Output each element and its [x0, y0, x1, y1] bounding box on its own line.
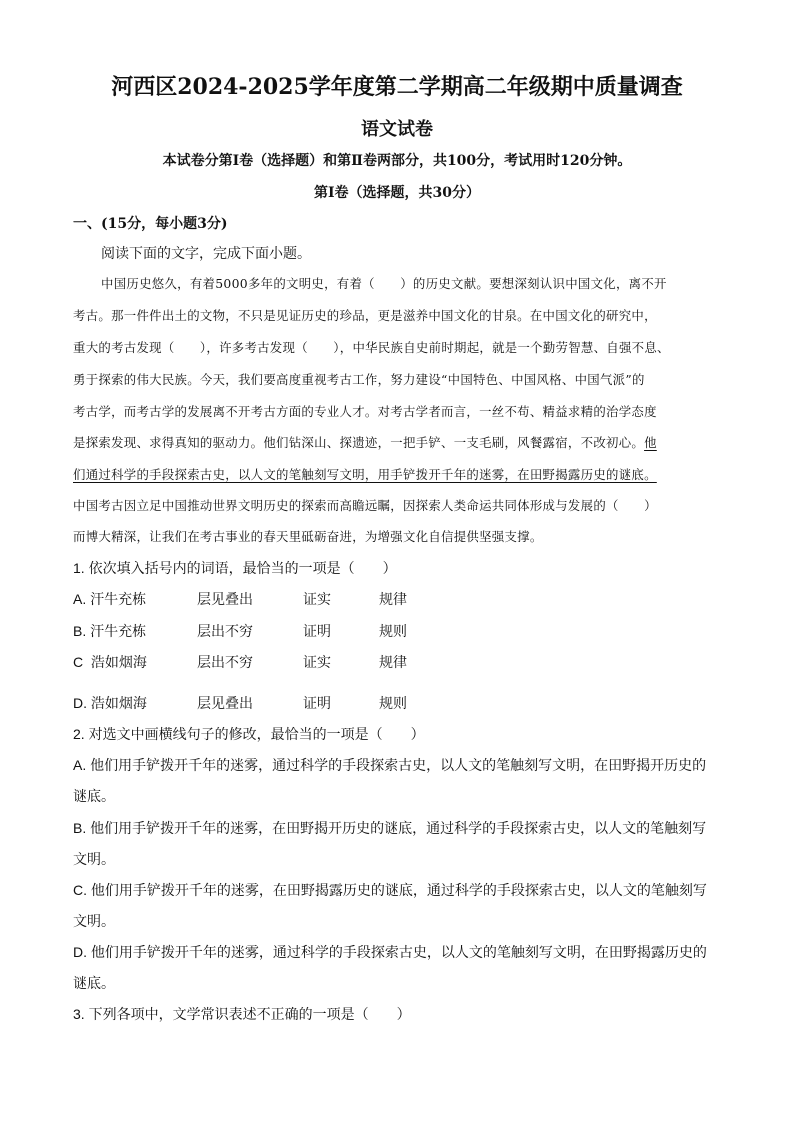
part-title: 第Ⅰ卷（选择题，共30分）: [313, 185, 481, 201]
underlined-sentence-start: 他: [644, 435, 657, 450]
option-word: 证实: [303, 591, 331, 607]
option-word: 规律: [379, 591, 407, 607]
option-label-words: [73, 589, 146, 609]
passage-line: 勇于探索的伟大民族。今天，我们要高度重视考古工作，努力建设“中国特色、中国风格、中国气派”的: [73, 372, 645, 387]
passage-line: 考古。那一件件出土的文物，不只是见证历史的珍品，更是滋养中国文化的甘泉。在中国文化的研究中，: [73, 308, 657, 323]
underlined-sentence: 们通过科学的手段探索古史，以人文的笔触刻写文明，用手铲拨开千年的迷雾，在田野揭露历史的谜底。: [73, 467, 657, 482]
option-label-words: [73, 652, 147, 672]
section-heading: 一、(15分，每小题3分): [73, 216, 228, 232]
option-word: 浩如烟海: [90, 654, 147, 670]
option-word: 证明: [303, 695, 331, 711]
question-2-option-a: A. 他们用手铲拨开千年的迷雾，通过科学的手段探索古史，以人文的笔触刻写文明，在田野揭开历史的: [73, 757, 707, 773]
option-label: A.: [73, 591, 87, 607]
exam-subtitle: 语文试卷: [361, 119, 433, 140]
passage-line: 考古学，而考古学的发展离不开考古方面的专业人才。对考古学者而言，一丝不苟、精益求精的治学态度: [73, 404, 657, 419]
question-2-option-d: D. 他们用手铲拨开千年的迷雾，通过科学的手段探索古史，以人文的笔触刻写文明，在田野揭露历史的: [73, 944, 707, 960]
reading-instruction: 阅读下面的文字，完成下面小题。: [101, 245, 311, 261]
option-word: 规则: [379, 623, 407, 639]
question-2-option-c: C. 他们用手铲拨开千年的迷雾，在田野揭露历史的谜底，通过科学的手段探索古史，以人文的笔触刻写: [73, 882, 707, 898]
passage-line-text: 是探索发现、求得真知的驱动力。他们钻深山、探遗迹，一把手铲、一支毛刷，风餐露宿，不改初心。: [73, 435, 645, 450]
passage-line: [73, 465, 657, 483]
question-3-stem: 3. 下列各项中，文学常识表述不正确的一项是（ ）: [73, 1006, 411, 1022]
question-2-option-b: B. 他们用手铲拨开千年的迷雾，在田野揭开历史的谜底，通过科学的手段探索古史，以人文的笔触刻写: [73, 820, 707, 836]
option-word: 层出不穷: [197, 654, 253, 670]
option-label: C: [73, 654, 84, 670]
question-2-stem: 2. 对选文中画横线句子的修改，最恰当的一项是（ ）: [73, 726, 425, 742]
question-1-stem: 1. 依次填入括号内的词语，最恰当的一项是（ ）: [73, 560, 397, 576]
option-word: 浩如烟海: [90, 695, 147, 711]
question-2-option-c-cont: 文明。: [73, 913, 115, 929]
option-word: 规律: [379, 654, 407, 670]
option-label-words: [73, 693, 147, 713]
passage-line: 中国历史悠久，有着5000多年的文明史，有着（ ）的历史文献。要想深刻认识中国文化，离不开: [101, 276, 667, 291]
option-word: 汗牛充栋: [90, 591, 147, 607]
question-2-option-a-cont: 谜底。: [73, 788, 115, 804]
option-label: B.: [73, 623, 87, 639]
option-word: 规则: [379, 695, 407, 711]
passage-line: 重大的考古发现（ ），许多考古发现（ ），中华民族自史前时期起，就是一个勤劳智慧、自强不息、: [73, 340, 670, 355]
option-label: D.: [73, 695, 87, 711]
option-word: 证明: [303, 623, 331, 639]
exam-note: 本试卷分第Ⅰ卷（选择题）和第Ⅱ卷两部分，共100分，考试用时120分钟。: [162, 153, 632, 169]
passage-line: 而博大精深，让我们在考古事业的春天里砥砺奋进，为增强文化自信提供坚强支撑。: [73, 529, 543, 544]
option-word: 层见叠出: [197, 591, 253, 607]
option-word: 层出不穷: [197, 623, 253, 639]
question-2-option-d-cont: 谜底。: [73, 975, 115, 991]
option-word: 证实: [303, 654, 331, 670]
option-word: 汗牛充栋: [90, 623, 147, 639]
question-2-option-b-cont: 文明。: [73, 851, 115, 867]
passage-line: [73, 433, 657, 451]
exam-title: 河西区2024-2025学年度第二学期高二年级期中质量调查: [111, 74, 683, 100]
option-label-words: [73, 621, 146, 641]
passage-line: 中国考古因立足中国推动世界文明历史的探索而高瞻远瞩，因探索人类命运共同体形成与发展的（ ）: [73, 498, 657, 513]
option-word: 层见叠出: [197, 695, 253, 711]
